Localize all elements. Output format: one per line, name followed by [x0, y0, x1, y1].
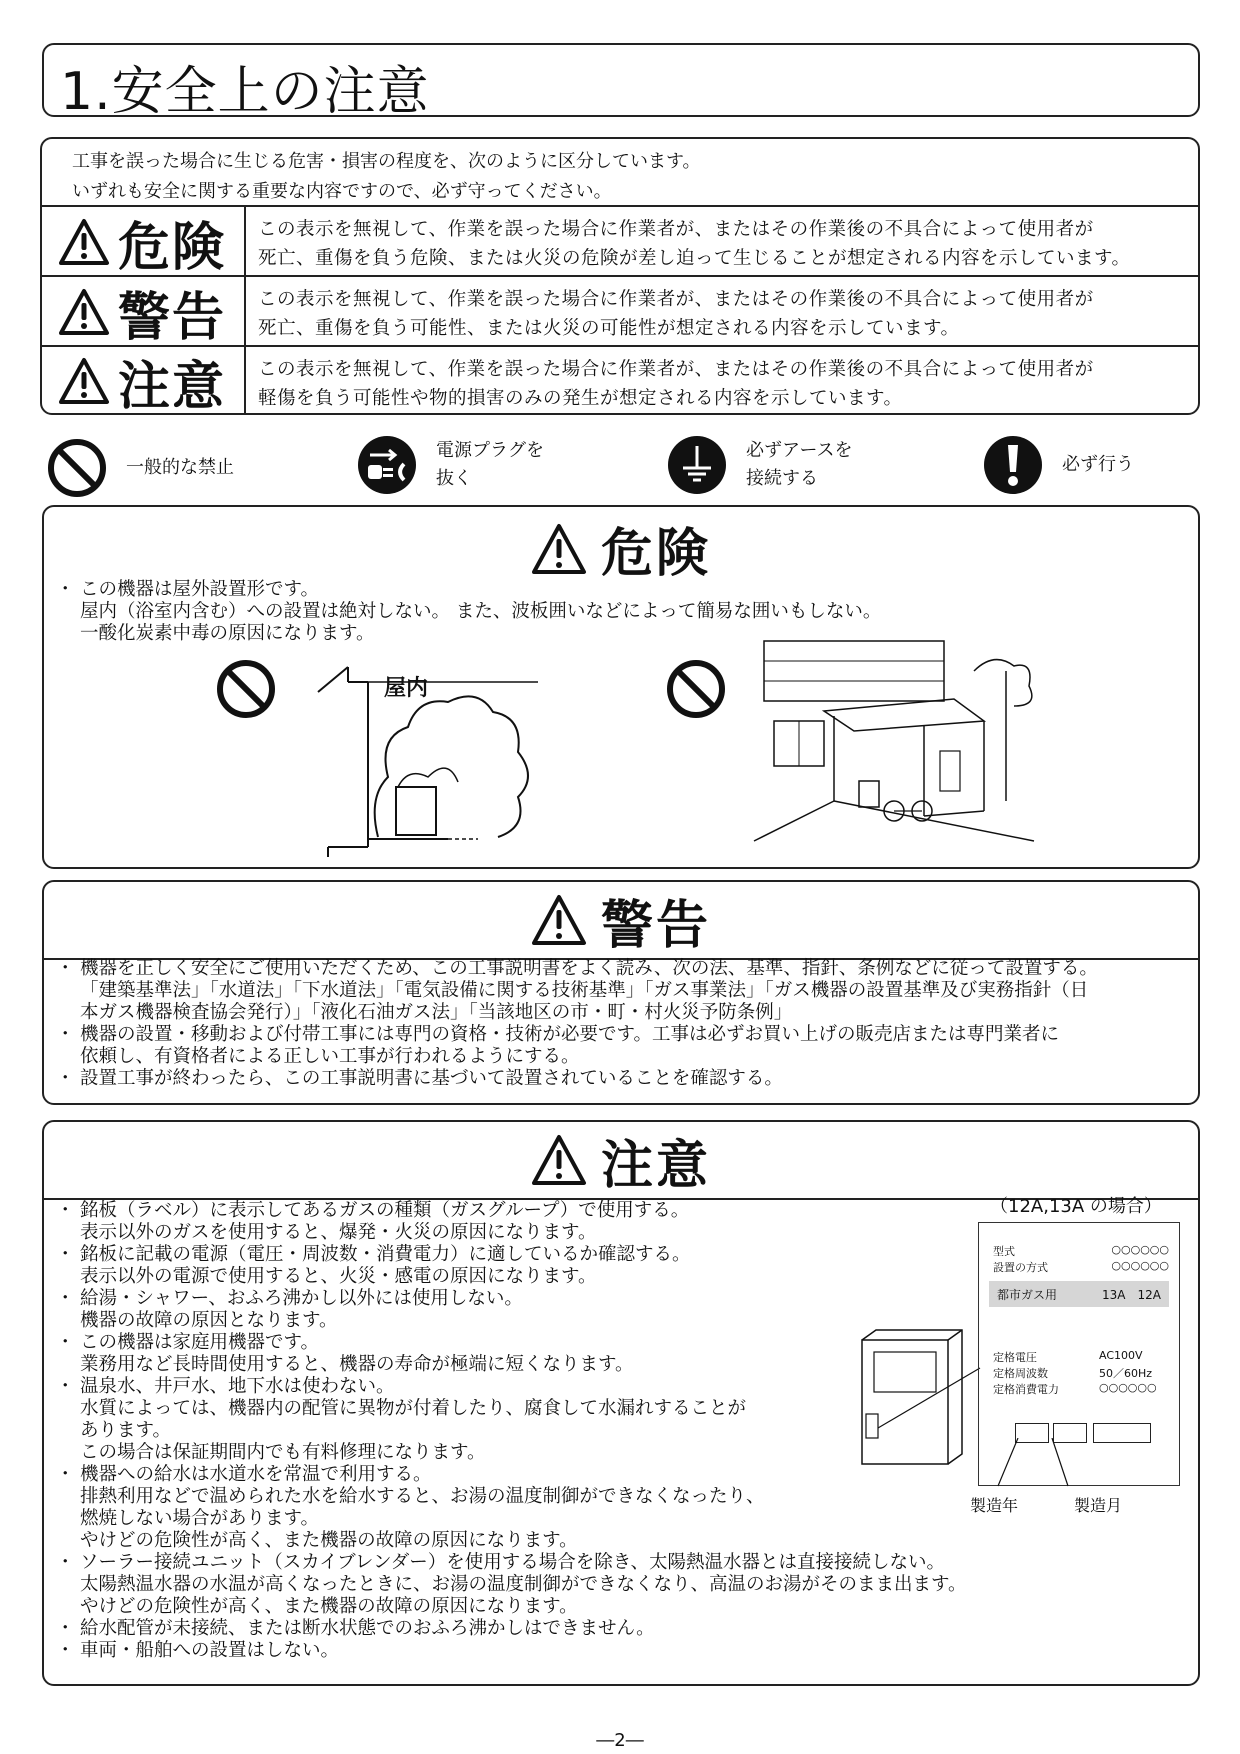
severity-row-caution — [40, 345, 1200, 415]
warning-section — [42, 880, 1200, 1105]
list-item: ・ 車両・船舶への設置はしない。 — [56, 1640, 918, 1662]
unplug-icon — [356, 434, 418, 496]
list-item: ・ 給水配管が未接続、または断水状態でのおふろ沸かしはできません。 — [56, 1618, 918, 1640]
list-item: ・ 給湯・シャワー、おふろ沸かし以外には使用しない。 — [56, 1288, 918, 1310]
title-box — [42, 43, 1200, 122]
legend-label: 必ずアースを 接続する — [746, 440, 853, 489]
danger-section — [42, 505, 1200, 869]
page-number: ―2― — [596, 1730, 644, 1751]
warning-triangle-icon — [531, 523, 587, 575]
intro-line: いずれも安全に関する重要な内容ですので、必ず守ってください。 — [72, 181, 612, 202]
warning-triangle-icon — [531, 894, 587, 946]
leader-lines — [968, 1438, 1108, 1498]
legend-label: 一般的な禁止 — [126, 457, 234, 478]
legend-ground — [666, 434, 853, 496]
legend-label: 必ず行う — [1062, 454, 1134, 475]
page-title: 1.安全上の注意 — [60, 62, 430, 122]
list-item: ・ 機器への給水は水道水を常温で利用する。 — [56, 1464, 918, 1486]
manufacture-month-label: 製造月 — [1074, 1496, 1123, 1515]
prohibition-icon — [664, 657, 728, 721]
legend-prohibition — [46, 437, 234, 499]
legend-unplug — [356, 434, 544, 496]
warning-list: ・ 機器を正しく安全にご使用いただくため、この工事説明書をよく読み、次の法、基準、指針、条例などに従って設置する。 「建築基準法」「水道法」「下水道法」「電気設備に関する技術基準」「ガス事業法」「ガス機器の設置基準及び実務指針（日 本ガス機器検査協会発行）」「液化石油ガス法」「当該地区の市・町・村火災予防条例」 ・ 機器の設置・移動および付帯工事には専門の資格・技術が必要です。工事は必ずお買い上げの販売店または専門業者に 依頼し、有資格者による正しい工事が行われるようにする。 ・ 設置工事が終わったら、この工事説明書に基づいて設置されていることを確認する。 — [56, 958, 1188, 1090]
caution-heading: 注意 — [44, 1122, 1198, 1200]
severity-row-warning — [40, 275, 1200, 347]
severity-label: 危険 — [117, 217, 226, 278]
list-item: ・ 設置工事が終わったら、この工事説明書に基づいて設置されていることを確認する。 — [56, 1068, 1188, 1090]
warning-triangle-icon — [58, 218, 110, 266]
severity-description: この表示を無視して、作業を誤った場合に作業者が、またはその作業後の不具合によって使用者が 死亡、重傷を負う可能性、または火災の可能性が想定される内容を示しています。 — [258, 289, 1094, 339]
warning-heading: 警告 — [44, 882, 1198, 960]
prohibition-icon — [46, 437, 108, 499]
prohibition-icon — [214, 657, 278, 721]
intro-text — [72, 147, 701, 207]
warning-triangle-icon — [531, 1134, 587, 1186]
list-item: ・ この機器は屋外設置形です。 — [56, 579, 1188, 601]
intro-line: 工事を誤った場合に生じる危害・損害の程度を、次のように区分しています。 — [72, 151, 701, 172]
water-heater-illustration — [852, 1328, 982, 1468]
list-item: ・ 機器の設置・移動および付帯工事には専門の資格・技術が必要です。工事は必ずお買い上げの販売店または専門業者に — [56, 1024, 1188, 1046]
danger-heading: 危険 — [44, 511, 1198, 586]
legend-mandatory — [982, 434, 1134, 496]
danger-list: ・ この機器は屋外設置形です。 屋内（浴室内含む）への設置は絶対しない。 また、波板囲いなどによって簡易な囲いもしない。 一酸化炭素中毒の原因になります。 — [56, 579, 1188, 645]
warning-triangle-icon — [58, 288, 110, 336]
legend-label: 電源プラグを 抜く — [436, 440, 544, 489]
severity-row-danger — [40, 205, 1200, 277]
list-item: ・ 銘板（ラベル）に表示してあるガスの種類（ガスグループ）で使用する。 — [56, 1200, 918, 1222]
illustration-label-indoor: 屋内 — [384, 676, 429, 701]
enclosure-installation-illustration — [744, 611, 1044, 855]
warning-triangle-icon — [58, 357, 110, 405]
mandatory-icon — [982, 434, 1044, 496]
caution-list: ・ 銘板（ラベル）に表示してあるガスの種類（ガスグループ）で使用する。 表示以外のガスを使用すると、爆発・火災の原因になります。 ・ 銘板に記載の電源（電圧・周波数・消費電力）に適しているか確認する。 表示以外の電源で使用すると、火災・感電の原因になります。 ・ 給湯・シャワー、おふろ沸かし以外には使用しない。 機器の故障の原因となります。 ・ この機器は家庭用機器です。 業務用など長時間使用すると、機器の寿命が極端に短くなります。 ・ 温泉水、井戸水、地下水は使わない。 水質によっては、機器内の配管に異物が付着したり、腐食して水漏れすることが あります。 この場合は保証期間内でも有料修理になります。 ・ 機器への給水は水道水を常温で利用する。 排熱利用などで温められた水を給水すると、お湯の温度制御ができなくなったり、 燃焼しない場合があります。 やけどの危険性が高く、また機器の故障の原因になります。 ・ ソーラー接続ユニット（スカイブレンダー）を使用する場合を除き、太陽熱温水器とは直接接続しない。 太陽熱温水器の水温が高くなったときに、お湯の温度制御ができなくなり、高温のお湯がそのまま出ます。 やけどの危険性が高く、また機器の故障の原因になります。 ・ 給水配管が未接続、または断水状態でのおふろ沸かしはできません。 ・ 車両・船舶への設置はしない。 — [56, 1200, 918, 1662]
list-item: ・ 温泉水、井戸水、地下水は使わない。 — [56, 1376, 918, 1398]
severity-label: 注意 — [117, 356, 226, 417]
rating-caption: （12A,13A の場合） — [990, 1196, 1162, 1217]
severity-description: この表示を無視して、作業を誤った場合に作業者が、またはその作業後の不具合によって使用者が 死亡、重傷を負う危険、または火災の危険が差し迫って生じることが想定される内容を示しています。 — [258, 219, 1131, 269]
severity-label: 警告 — [117, 287, 226, 348]
list-item: ・ 機器を正しく安全にご使用いただくため、この工事説明書をよく読み、次の法、基準、指針、条例などに従って設置する。 — [56, 958, 1188, 980]
ground-icon — [666, 434, 728, 496]
list-item: ・ ソーラー接続ユニット（スカイブレンダー）を使用する場合を除き、太陽熱温水器とは直接接続しない。 — [56, 1552, 1200, 1574]
manufacture-year-label: 製造年 — [970, 1496, 1019, 1515]
rating-plate: 型式 ○○○○○○ 設置の方式 ○○○○○○ 都市ガス用 13A 12A 定格電圧 AC100V 定格周波数 50／60Hz 定格消費電力 ○○○○○○ — [978, 1222, 1180, 1486]
list-item: ・ 銘板に記載の電源（電圧・周波数・消費電力）に適しているか確認する。 — [56, 1244, 918, 1266]
list-item: ・ この機器は家庭用機器です。 — [56, 1332, 918, 1354]
severity-description: この表示を無視して、作業を誤った場合に作業者が、またはその作業後の不具合によって使用者が 軽傷を負う可能性や物的損害のみの発生が想定される内容を示しています。 — [258, 359, 1094, 409]
